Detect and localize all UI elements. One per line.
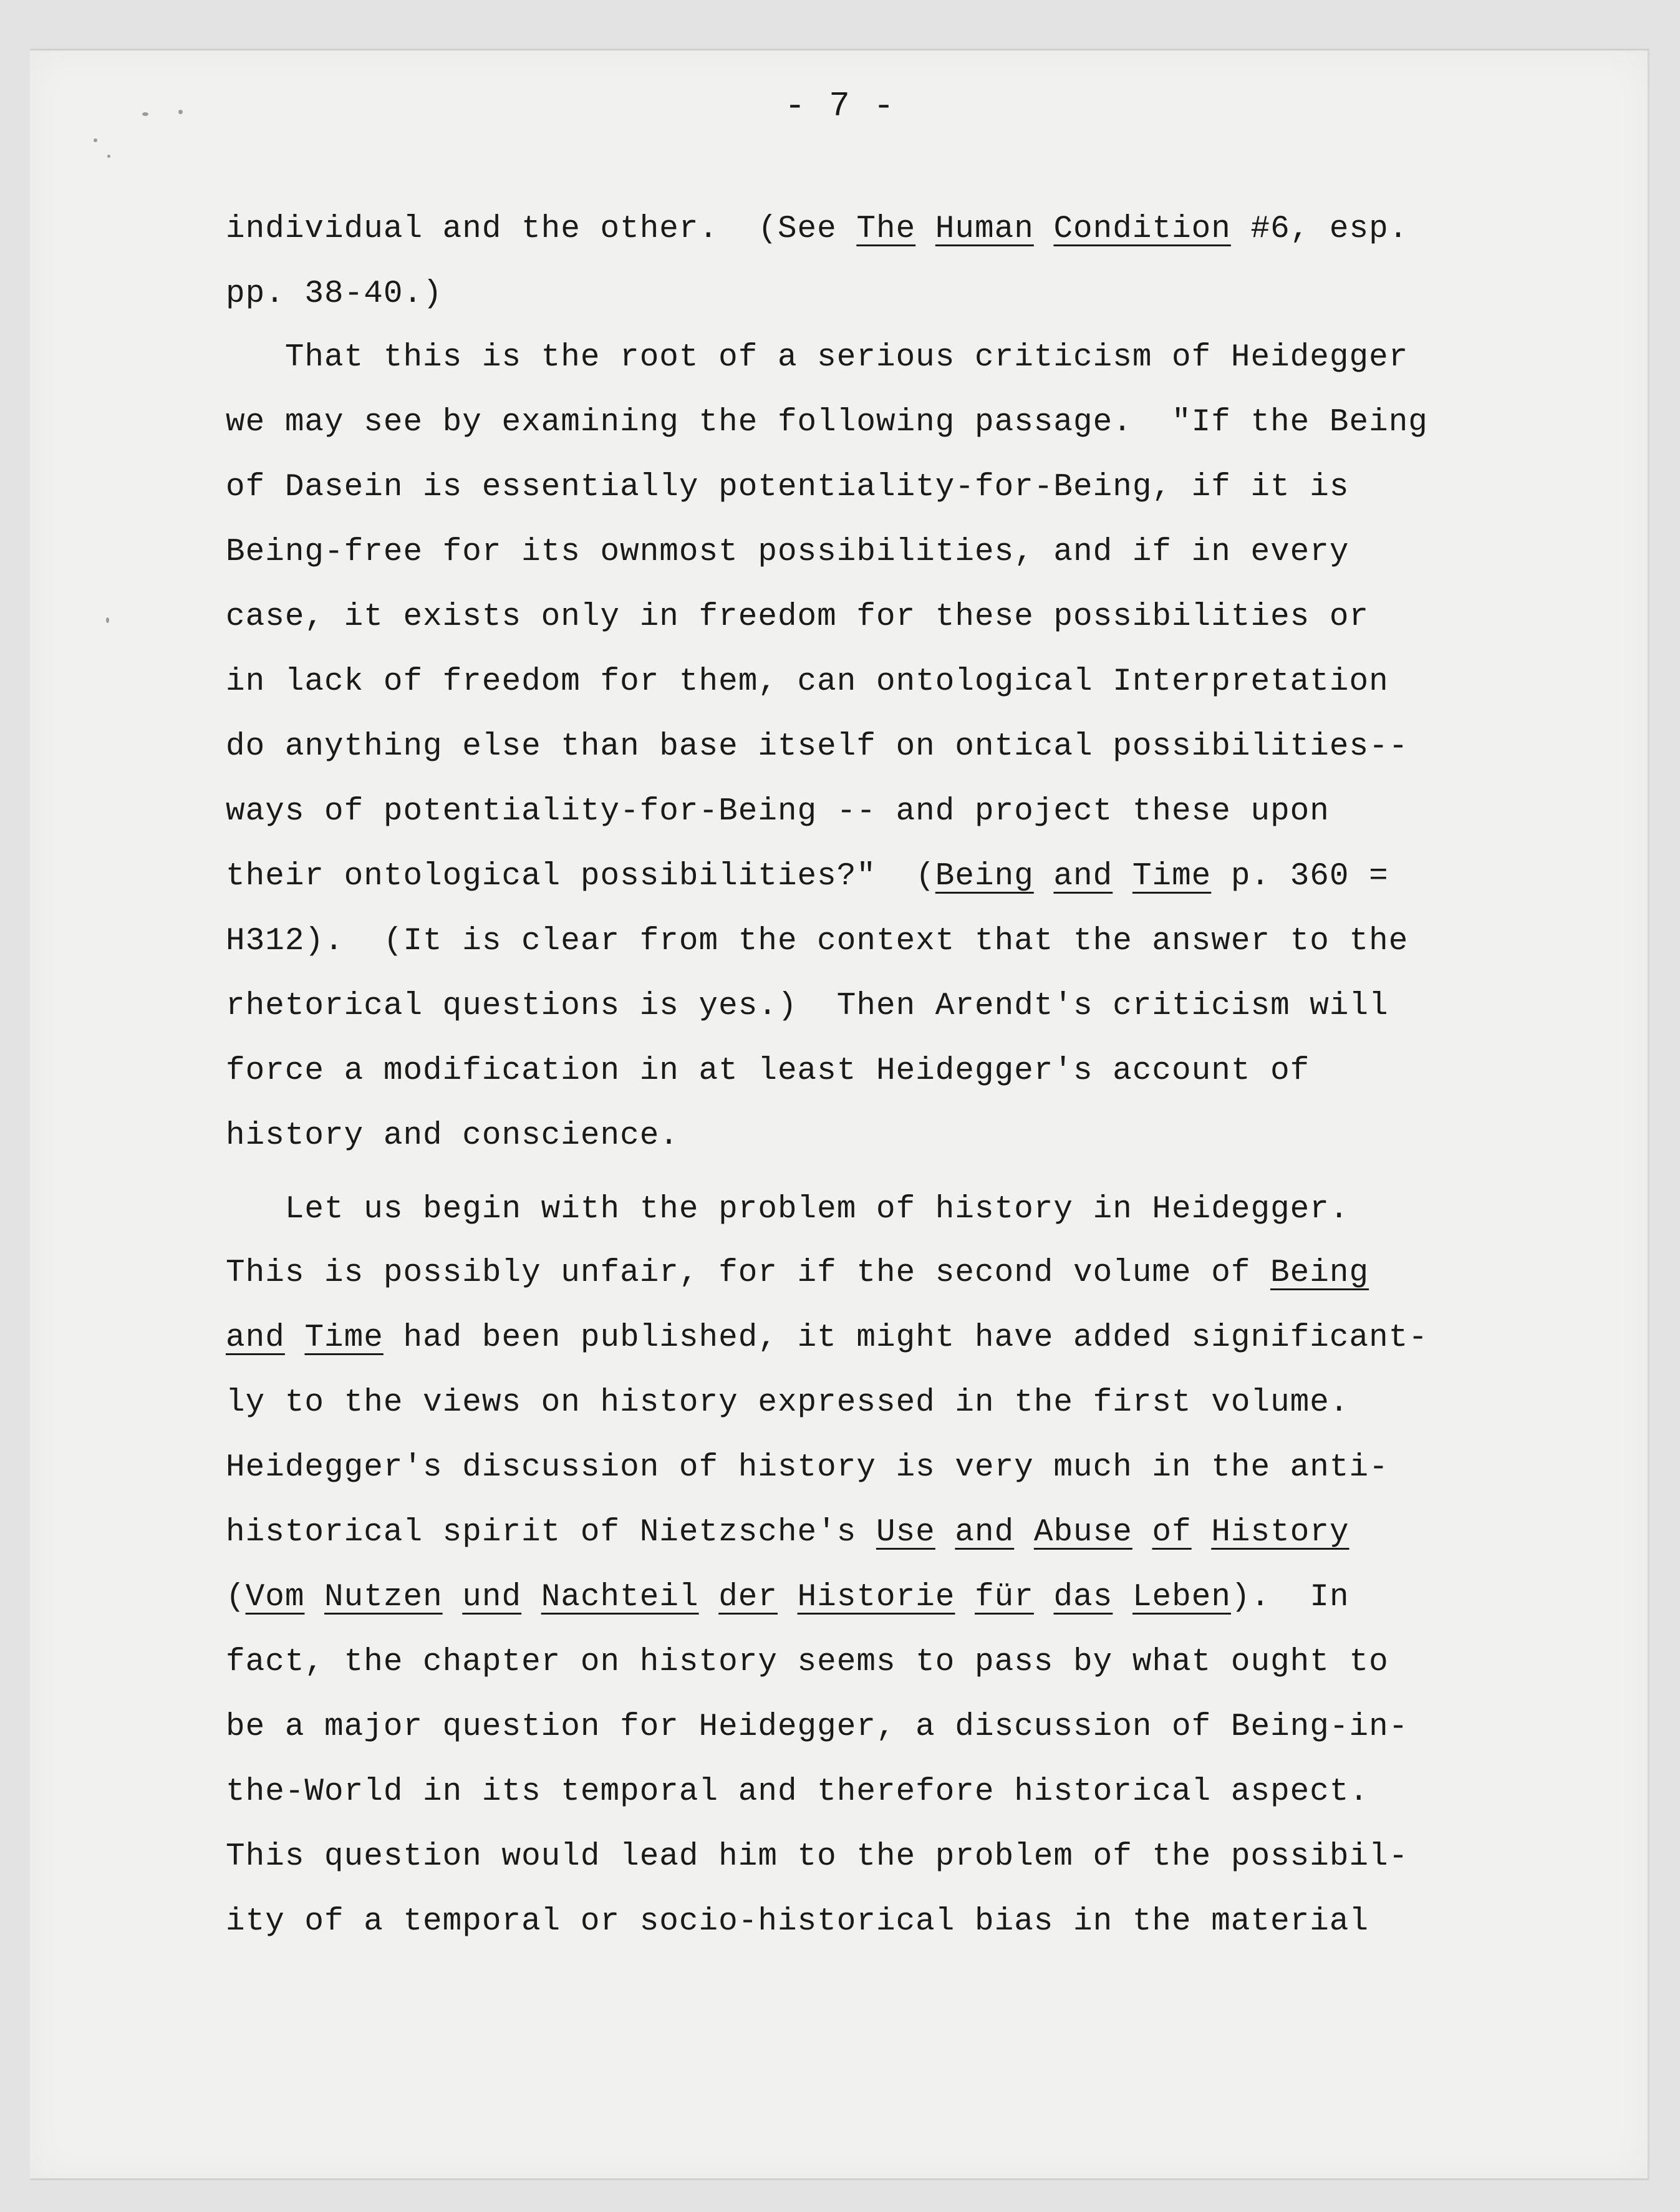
text-line: H312). (It is clear from the context that the answer to the	[226, 924, 1409, 959]
text-line: the-World in its temporal and therefore historical aspect.	[226, 1774, 1369, 1810]
text-line: Heidegger's discussion of history is very much in the anti-	[226, 1450, 1389, 1485]
text-line: (Vom Nutzen und Nachteil der Historie für das Leben). In	[226, 1580, 1349, 1615]
text-line: force a modification in at least Heidegger's account of	[226, 1053, 1310, 1089]
text-line: individual and the other. (See The Human Condition #6, esp.	[226, 211, 1409, 247]
text-line: fact, the chapter on history seems to pass by what ought to	[226, 1645, 1389, 1680]
paper-speck	[106, 617, 109, 623]
text-line: and Time had been published, it might have added significant-	[226, 1320, 1428, 1356]
text-line: This question would lead him to the problem of the possibil-	[226, 1839, 1409, 1875]
paper-speck	[94, 138, 97, 142]
text-line: do anything else than base itself on ontical possibilities--	[226, 729, 1409, 765]
text-line: their ontological possibilities?" (Being and Time p. 360 =	[226, 859, 1389, 894]
text-line: in lack of freedom for them, can ontological Interpretation	[226, 664, 1389, 700]
paper-speck	[107, 155, 110, 158]
text-line: historical spirit of Nietzsche's Use and Abuse of History	[226, 1515, 1349, 1550]
text-line: be a major question for Heidegger, a discussion of Being-in-	[226, 1709, 1409, 1745]
text-line: Being-free for its ownmost possibilities, and if in every	[226, 534, 1349, 570]
text-line: Let us begin with the problem of history in Heidegger.	[226, 1192, 1349, 1227]
text-line: we may see by examining the following passage. "If the Being	[226, 405, 1428, 440]
page-number: - 7 -	[784, 86, 896, 126]
text-line: ways of potentiality-for-Being -- and project these upon	[226, 794, 1330, 829]
text-line: This is possibly unfair, for if the second volume of Being	[226, 1255, 1369, 1291]
text-line: ity of a temporal or socio-historical bias in the material	[226, 1904, 1369, 1939]
text-line: history and conscience.	[226, 1118, 679, 1154]
text-line: case, it exists only in freedom for these possibilities or	[226, 599, 1369, 635]
text-line: rhetorical questions is yes.) Then Arendt's criticism will	[226, 988, 1389, 1024]
text-line: ly to the views on history expressed in the first volume.	[226, 1385, 1349, 1421]
text-line: pp. 38-40.)	[226, 276, 443, 312]
text-line: That this is the root of a serious criticism of Heidegger	[226, 340, 1409, 375]
text-line: of Dasein is essentially potentiality-for-Being, if it is	[226, 470, 1349, 505]
